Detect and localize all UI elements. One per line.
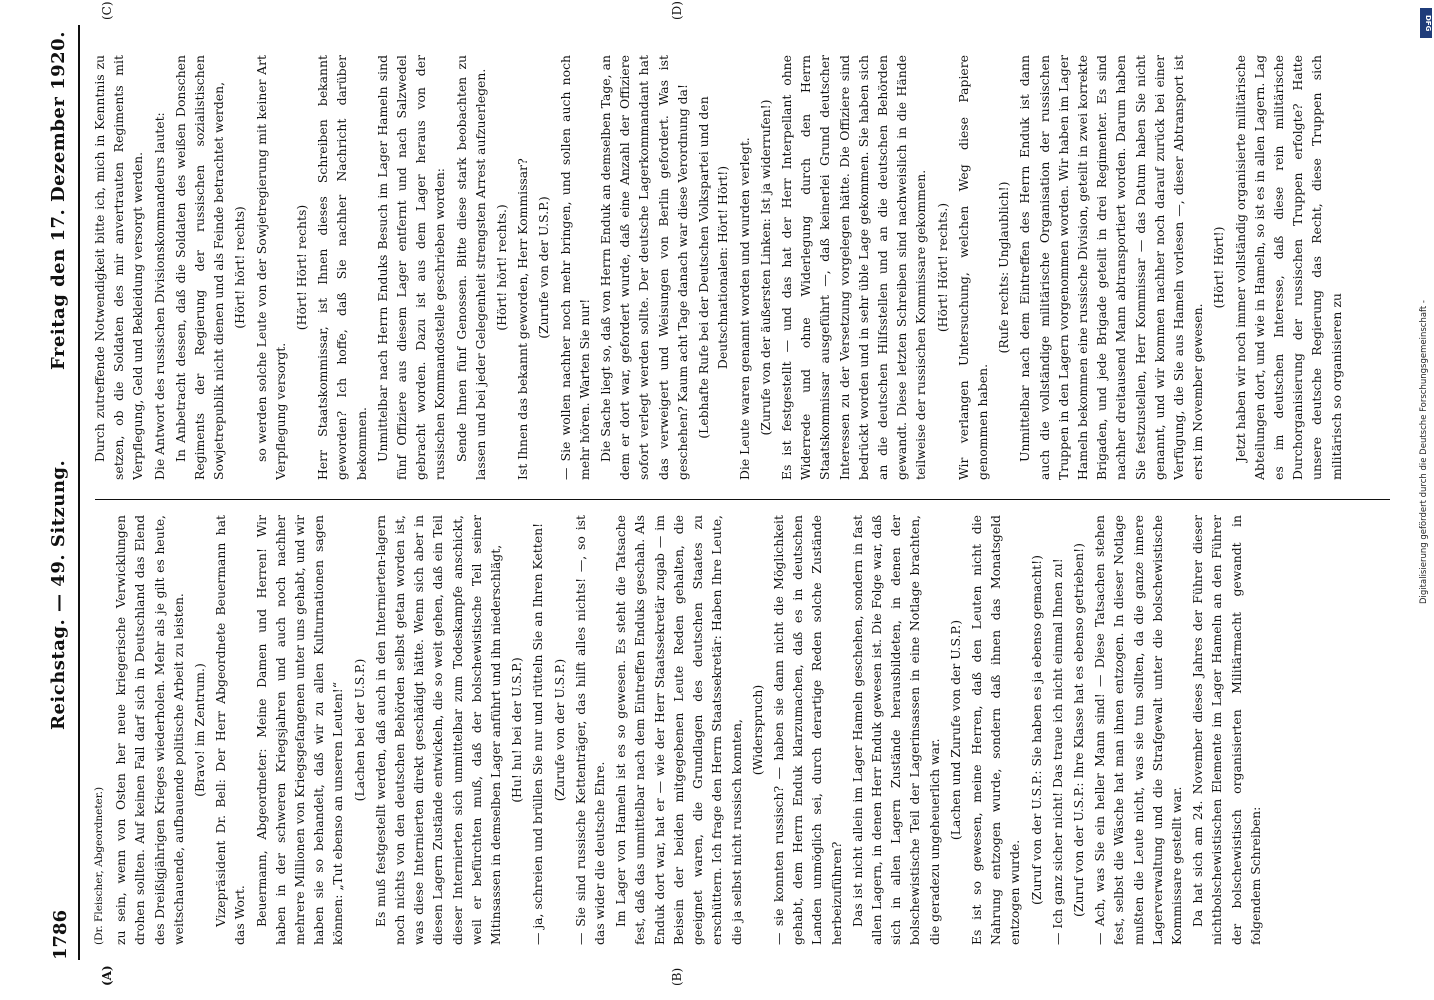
dfg-watermark [1418,8,1432,998]
paragraph: Das ist nicht allein im Lager Hameln geschehen, sondern in fast allen Lagern, in denen Herr Enduk gewesen ist. Die Folge war, daß sich in allen Lagern Zustände herausbildeten, in denen der bolschewistische Teil der Lagerinsassen in eine Notlage brachten, die geradezu ungeheuerlich war. [849,515,942,945]
paragraph: Ist Ihnen das bekannt geworden, Herr Kommissar? [515,158,531,480]
paragraph: (Hu! hu! bei der U.S.P.) [509,657,525,803]
text-column-left [90,515,1390,945]
paragraph: Die Antwort des russischen Divisionskommandeurs lautet: [151,112,167,480]
paragraph: In Anbetracht dessen, daß die Soldaten des weißen Donschen Regiments der Regierung der russischen sozialistischen Sowjetrepublik nicht dienen und als Feinde betrachtet werden, [172,55,227,480]
paragraph: Beuermann, Abgeordneter: Meine Damen und Herren! Wir haben in der schweren Kriegsjahren und auch noch nachher mehrere Millionen von Kriegsgefangenen unter uns gehabt, und wir haben sie so behandelt, daß wir zu allen Kulturnationen sagen können: „Tut ebenso an unseren Leuten!“ [253,515,346,945]
paragraph: so werden solche Leute von der Sowjetregierung mit keiner Art Verpflegung versorgt. [253,55,288,480]
paragraph: — Sie sind russische Kettenträger, das hilft alles nichts! —, so ist das wider die deutsche Ehre. [572,515,608,945]
margin-marker-b: (B) [670,967,684,986]
paragraph: (Zurufe von der äußersten Linken: Ist ja widerrufen!) [757,99,773,436]
paragraph: (Hört! hört! rechts.) [494,204,510,331]
paragraph: (Widerspruch) [749,684,765,776]
paragraph: (Rufe rechts: Unglaublich!) [996,181,1012,354]
paragraph: Vizepräsident Dr. Bell: Der Herr Abgeordnete Beuermann hat das Wort. [213,515,248,945]
paragraph: — ja, schreien und brüllen Sie nur und rütteln Sie an Ihren Ketten! [530,522,546,945]
dfg-logo: DFG [1420,8,1432,38]
paragraph: Herr Staatskommissar, ist Ihnen dieses Schreiben bekannt geworden? Ich hoffe, daß Sie nachher Nachricht darüber bekommen. [315,55,369,480]
paragraph: Die Leute waren genannt worden und wurden verlegt. [736,137,752,480]
paragraph: — sie konnten russisch? — haben sie dann nicht die Möglichkeit gehabt, dem Herrn Enduk klarzumachen, daß es in deutschen Landen unmöglich sei, durch derartige Reden solche Zustände herbeizuführen? [770,515,844,945]
paragraph: Die Sache liegt so, daß von Herrn Enduk an demselben Tage, an dem er dort war, gefordert wurde, daß eine Anzahl der Offiziere sofort verlegt werden sollte. Der deutsche Lagerkommandant hat das verweigert und Weisungen von Berlin gefordert. Was ist geschehen? Kaum acht Tage danach war diese Verordnung da! [598,55,690,480]
margin-marker-d: (D) [670,1,684,20]
paragraph: Da hat sich am 24. November dieses Jahres der Führer dieser nichtbolschewistischen Elemente im Lager Hameln an den Führer der bolschewistisch organisierten Militärmacht gewandt in folgendem Schreiben: [1190,515,1263,945]
paragraph: (Bravo! im Zentrum.) [192,663,208,797]
paragraph: (Lachen bei der U.S.P.) [351,658,367,802]
paragraph: — Ich ganz sicher nicht! Das traue ich nicht einmal Ihnen zu! [1049,558,1065,945]
margin-marker-c: (C) [100,1,114,20]
paragraph: Es ist festgestellt — und das hat der Herr Interpellant ohne Widerrede und ohne Widerlegung durch den Herrn Staatskommissar ausgeführt —, daß keinerlei Grund deutscher Interessen zu der Versetzung vorgelegen hätte. Die Offiziere sind bedrückt worden und in sehr üble Lage gekommen. Sie haben sich an die deutschen Hilfsstellen und an die deutschen Behörden gewandt. Diese letzten Schreiben sind nachweislich in die Hände teilweise der russischen Kommissare gekommen. [778,55,929,480]
paragraph: — Ach, was Sie ein heller Mann sind! — Diese Tatsachen stehen fest, selbst die Wäsche hat man ihnen entzogen. In dieser Notlage mußten die Leute nicht, was sie tun sollten, da die ganze innere Lagerverwaltung und die Strafgewalt unter die bolschewistische Kommissare gestellt war. [1092,515,1184,945]
header-session: Reichstag. — 49. Sitzung. [48,459,69,730]
paragraph: zu sein, wenn von Osten her neue kriegerische Verwicklungen drohen sollten. Auf keinen Fall darf sich in Deutschland das Elend des Dreißigjährigen Krieges wiederholen. Mehr als je gilt es heute, weitschauende, aufbauende politische Arbeit zu leisten. [113,515,186,945]
paragraph: Es muß festgestellt werden, daß auch in den Internierten-lagern noch nichts von den deutschen Behörden selbst getan worden ist, was diese Internierten direkt geschädigt hätte. Wenn sich aber in diesen Lagern Zustände entwickeln, die so weit gehen, daß ein Teil dieser Internierten sich unmittelbar zum Todeskampfe anschickt, weil er befürchten muß, daß der bolschewistische Teil seiner Mitinsassen in demselben Lager anführt und ihn niederschlägt, [372,515,504,945]
margin-marker-a: (A) [100,965,114,986]
paragraph: Unmittelbar nach Herrn Enduks Besuch im Lager Hameln sind fünf Offiziere aus diesem Lager entfernt und nach Salzwedel gebracht worden. Dazu ist aus dem Lager heraus von der russischen Kommandostelle geschrieben worden: [374,55,448,480]
paragraph: (Zurufe von der U.S.P.) [551,658,567,802]
paragraph: (Hört! Hört! rechts) [294,204,310,331]
paragraph: Es ist so gewesen, meine Herren, daß den Leuten nicht die Nahrung entzogen wurde, sondern daß ihnen das Monatsgeld entzogen wurde. [968,515,1023,945]
paragraph: Unmittelbar nach dem Eintreffen des Herrn Enduk ist dann auch die vollständige militärische Organisation der russischen Truppen in den Lagern vorgenommen worden. Wir haben im Lager Hameln bekommen eine russische Division, geteilt in zwei korrekte Brigaden, und jede Brigade geteilt in drei Regimenter. Es sind nachher dreitausend Mann abtransportiert worden. Darum haben Sie festzustellen, Herr Kommissar — das Datum haben Sie nicht genannt, und wir kommen nachher noch darauf zurück bei einer Verfügung, die Sie aus Hameln vorlesen —, dieser Abtransport ist erst im November gewesen. [1017,55,1206,480]
text-column-right [90,55,1390,480]
paragraph: Im Lager von Hameln ist es so gewesen. Es steht die Tatsache fest, daß das unmittelbar nach dem Eintreffen Enduks geschah. Als Enduk dort war, hat er — wie der Herr Staatssekretär zugab — im Beisein der beiden mitgegebenen Leute Reden gehalten, die geeignet waren, die Grundlagen des deutschen Staates zu erschüttern. Ich frage den Herrn Staatssekretär: Haben Ihre Leute, die ja selbst nicht russisch konnten, [613,515,744,945]
paragraph: Jetzt haben wir noch immer vollständig organisierte militärische Abteilungen dort, und wie in Hameln, so ist es in allen Lagern. Lag es im deutschen Interesse, daß diese rein militärische Durchorganisierung der russischen Truppen erfolgte? Hatte unsere deutsche Regierung das Recht, diese Truppen sich militärisch so organisieren zu [1232,55,1344,480]
paragraph: (Lachen und Zurufe von der U.S.P.) [947,619,963,841]
paragraph: (Zuruf von der U.S.P.: Ihre Klasse hat es ebenso getrieben!) [1070,543,1086,917]
paragraph: (Dr. Fleischer, Abgeordneter.) [93,786,105,945]
paragraph: (Zurufe von der U.S.P.) [536,196,552,339]
paragraph: — Sie wollen nachher noch mehr bringen, und sollen auch noch mehr hören. Warten Sie nur! [557,55,592,480]
paragraph: (Hört! hört! rechts) [232,206,248,329]
dfg-credit-text: Digitalisierung gefördert durch die Deutsche Forschungsgemeinschaft - [1419,300,1429,604]
paragraph: (Lebhafte Rufe bei der Deutschen Volkspartei und den Deutschnationalen: Hört! Hört!) [696,96,731,439]
page-number: 1786 [50,909,71,960]
column-divider [95,499,1390,500]
paragraph: Sende Ihnen fünf Genossen. Bitte diese stark beobachten zu lassen und bei jeder Gelegenheit strengsten Arrest aufzuerlegen. [453,55,488,480]
page-header [28,25,80,960]
paragraph: (Hört! Hört! rechts.) [934,202,950,333]
paragraph: (Zuruf von der U.S.P.: Sie haben es ja ebenso gemacht!) [1028,555,1044,905]
paragraph: Durch zutreffende Notwendigkeit bitte ich, mich in Kenntnis zu setzen, ob die Soldaten des mir anvertrauten Regiments mit Verpflegung, Geld und Bekleidung versorgt werden. [92,55,146,480]
header-date: Freitag den 17. Dezember 1920. [48,31,69,370]
paragraph: Wir verlangen Untersuchung, welchen Weg diese Papiere genommen haben. [955,55,990,480]
paragraph: (Hört! Hört!) [1211,226,1227,309]
